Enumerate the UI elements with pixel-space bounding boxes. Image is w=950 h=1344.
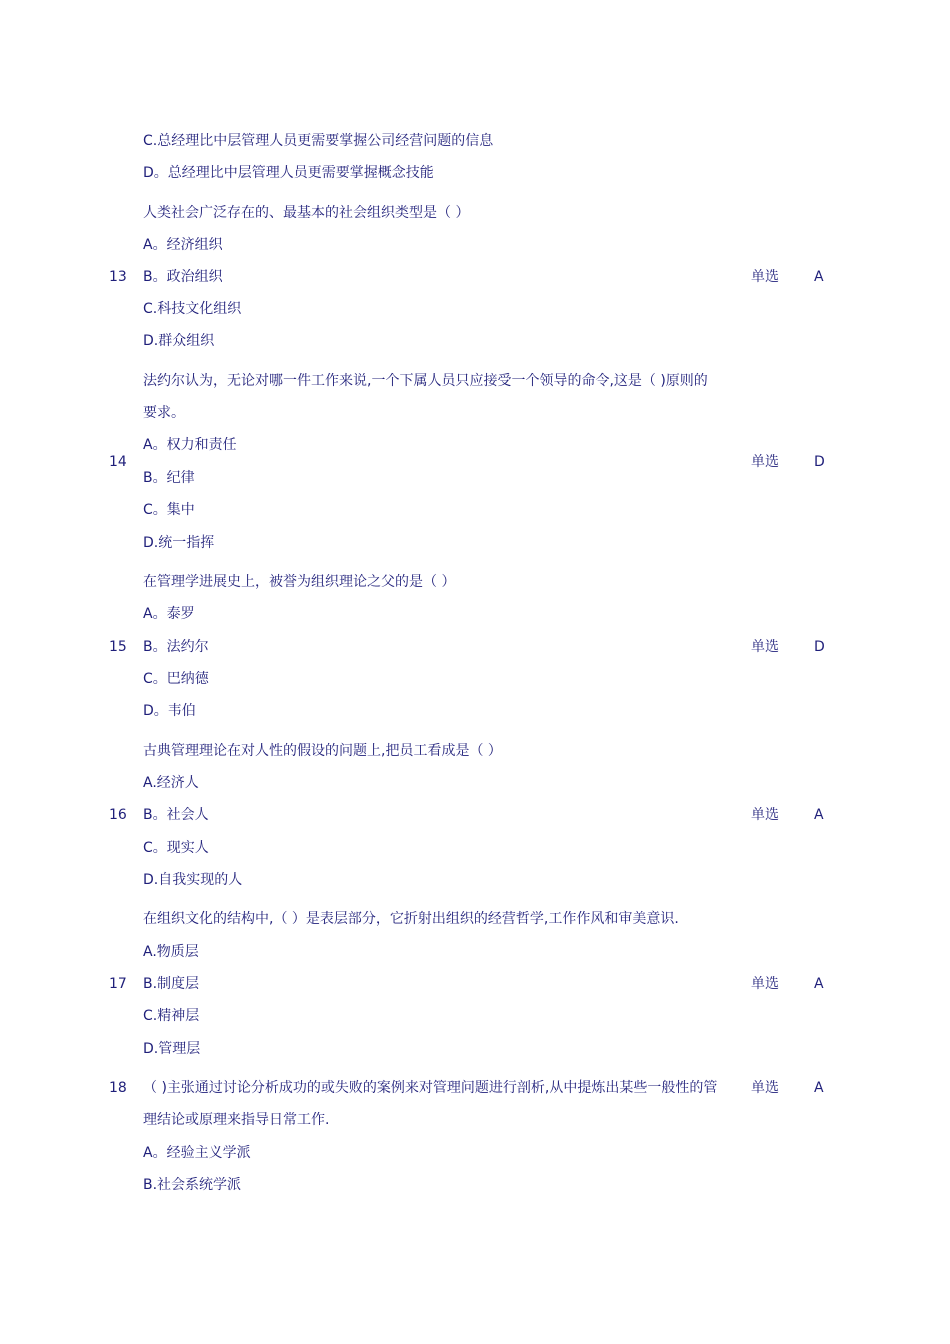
- question-number: 13: [109, 269, 127, 285]
- question-stem: 古典管理理论在对人性的假设的问题上,把员工看成是（ ）: [143, 743, 502, 759]
- question-type: 单选: [751, 639, 779, 655]
- option-text: C。集中: [143, 502, 195, 518]
- option-text: A。权力和责任: [143, 437, 237, 453]
- option-text: D.统一指挥: [143, 535, 215, 551]
- option-text: B.社会系统学派: [143, 1177, 242, 1193]
- option-text: A.物质层: [143, 944, 199, 960]
- option-text: B。纪律: [143, 470, 195, 486]
- question-stem: 在组织文化的结构中,（ ）是表层部分，它折射出组织的经营哲学,工作作风和审美意识.: [143, 911, 679, 927]
- option-text: A。经验主义学派: [143, 1145, 251, 1161]
- question-answer: A: [814, 269, 824, 285]
- option-text: B。法约尔: [143, 639, 209, 655]
- question-answer: A: [814, 807, 824, 823]
- question-number: 16: [109, 807, 127, 823]
- option-text: C.总经理比中层管理人员更需要掌握公司经营问题的信息: [143, 133, 494, 149]
- question-stem: 理结论或原理来指导日常工作.: [143, 1112, 330, 1128]
- question-stem: 法约尔认为，无论对哪一件工作来说,一个下属人员只应接受一个领导的命令,这是（ )原则的: [143, 373, 708, 389]
- question-stem: 要求。: [143, 405, 185, 421]
- option-text: D.管理层: [143, 1041, 201, 1057]
- option-text: D。总经理比中层管理人员更需要掌握概念技能: [143, 165, 434, 181]
- option-text: C.精神层: [143, 1008, 200, 1024]
- option-text: D.自我实现的人: [143, 872, 243, 888]
- option-text: A.经济人: [143, 775, 199, 791]
- question-type: 单选: [751, 1080, 779, 1096]
- option-text: A。经济组织: [143, 237, 223, 253]
- question-answer: A: [814, 976, 824, 992]
- question-answer: A: [814, 1080, 824, 1096]
- question-number: 17: [109, 976, 127, 992]
- question-answer: D: [814, 454, 825, 470]
- option-text: C。现实人: [143, 840, 209, 856]
- question-stem: 人类社会广泛存在的、最基本的社会组织类型是（ ）: [143, 205, 470, 221]
- option-text: C。巴纳德: [143, 671, 209, 687]
- option-text: D。韦伯: [143, 703, 196, 719]
- option-text: C.科技文化组织: [143, 301, 242, 317]
- question-number: 15: [109, 639, 127, 655]
- question-type: 单选: [751, 807, 779, 823]
- question-answer: D: [814, 639, 825, 655]
- question-stem: 在管理学进展史上，被誉为组织理论之父的是（ ）: [143, 574, 456, 590]
- option-text: B.制度层: [143, 976, 200, 992]
- option-text: B。社会人: [143, 807, 209, 823]
- option-text: A。泰罗: [143, 606, 195, 622]
- question-type: 单选: [751, 976, 779, 992]
- question-number: 18: [109, 1080, 127, 1096]
- question-stem: （ )主张通过讨论分析成功的或失败的案例来对管理问题进行剖析,从中提炼出某些一般性的管: [143, 1080, 718, 1096]
- question-type: 单选: [751, 269, 779, 285]
- question-number: 14: [109, 454, 127, 470]
- option-text: D.群众组织: [143, 333, 215, 349]
- question-type: 单选: [751, 454, 779, 470]
- option-text: B。政治组织: [143, 269, 223, 285]
